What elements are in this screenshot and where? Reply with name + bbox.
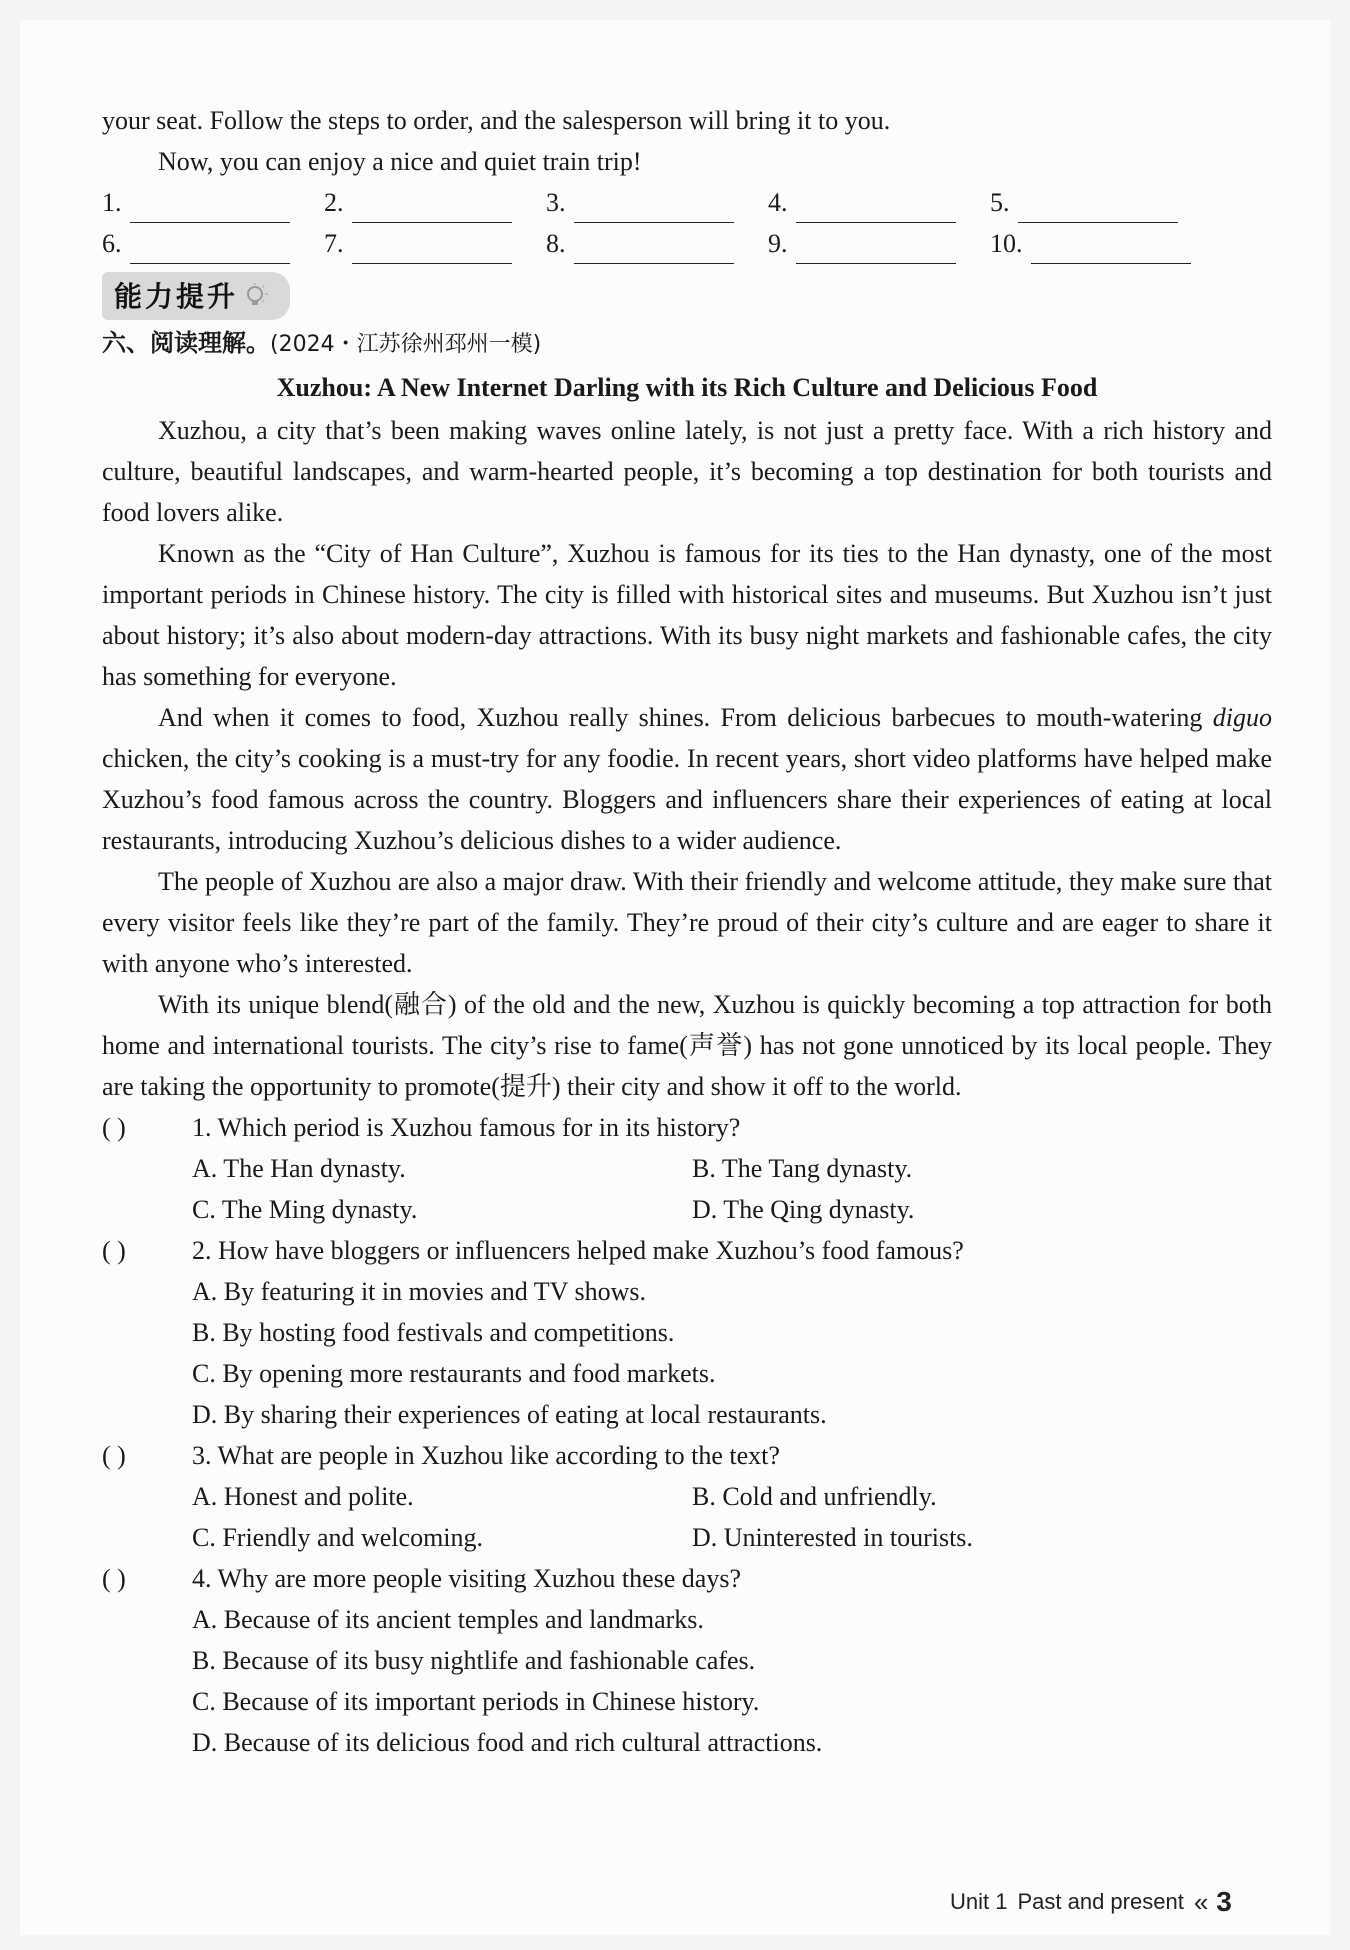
blank-line[interactable] <box>1031 235 1191 264</box>
blank-line[interactable] <box>796 194 956 223</box>
option-a: A. The Han dynasty. <box>192 1154 406 1183</box>
question-stem: 2. How have bloggers or influencers helped make Xuzhou’s food famous? <box>192 1236 964 1265</box>
answer-blanks <box>102 182 1272 264</box>
blank-line[interactable] <box>352 194 512 223</box>
option-a: A. By featuring it in movies and TV shows. <box>192 1277 647 1306</box>
blank-10[interactable] <box>990 223 1212 264</box>
content <box>102 100 1272 1763</box>
page-footer <box>950 1882 1232 1922</box>
question-2 <box>102 1230 1272 1435</box>
article-paragraph-3 <box>102 697 1272 861</box>
blank-number: 10. <box>990 229 1023 258</box>
option-b: B. By hosting food festivals and competitions. <box>192 1318 675 1347</box>
question-1 <box>102 1107 1272 1230</box>
option-c: C. Friendly and welcoming. <box>192 1523 484 1552</box>
blank-number: 5. <box>990 188 1010 217</box>
blank-number: 8. <box>546 229 566 258</box>
section-source: (2024・江苏徐州邳州一模) <box>270 332 542 357</box>
article-paragraph-4: The people of Xuzhou are also a major draw. With their friendly and welcome attitude, they make sure that every visitor feels like they’re part of the family. They’re proud of their city’s culture and are eager to share it with anyone who’s interested. <box>102 867 1272 978</box>
blank-number: 6. <box>102 229 122 258</box>
blank-7[interactable] <box>324 223 546 264</box>
blank-line[interactable] <box>574 235 734 264</box>
article-paragraph-2: Known as the “City of Han Culture”, Xuzhou is famous for its ties to the Han dynasty, one of the most important periods in Chinese history. The city is filled with historical sites and museums. But Xuzhou isn’t just about history; it’s also about modern-day attractions. With its busy night markets and fashionable cafes, the city has something for everyone. <box>102 539 1272 691</box>
blank-line[interactable] <box>796 235 956 264</box>
option-c: C. The Ming dynasty. <box>192 1195 418 1224</box>
section-banner <box>102 272 290 320</box>
blank-3[interactable] <box>546 182 768 223</box>
blank-line[interactable] <box>352 235 512 264</box>
blank-4[interactable] <box>768 182 990 223</box>
blank-5[interactable] <box>990 182 1212 223</box>
blank-number: 1. <box>102 188 122 217</box>
lightbulb-icon <box>242 281 272 311</box>
option-a: A. Because of its ancient temples and landmarks. <box>192 1605 704 1634</box>
blank-number: 3. <box>546 188 566 217</box>
answer-bracket[interactable]: ( ) <box>102 1441 126 1470</box>
article-title: Xuzhou: A New Internet Darling with its Rich Culture and Delicious Food <box>276 373 1098 402</box>
answer-bracket[interactable]: ( ) <box>102 1113 126 1142</box>
paragraph-3-part-b: chicken, the city’s cooking is a must-try for any foodie. In recent years, short video platforms have helped make Xuzhou’s food famous across the country. Bloggers and influencers share their experiences of eating at local restaurants, introducing Xuzhou’s delicious dishes to a wider audience. <box>102 744 1272 855</box>
article-paragraph-5: With its unique blend(融合) of the old and the new, Xuzhou is quickly becoming a top attraction for both home and international tourists. The city’s rise to fame(声誉) has not gone unnoticed by its local people. They are taking the opportunity to promote(提升) their city and show it off to the world. <box>102 990 1272 1101</box>
answer-bracket[interactable]: ( ) <box>102 1564 126 1593</box>
option-b: B. Because of its busy nightlife and fashionable cafes. <box>192 1646 756 1675</box>
blank-line[interactable] <box>130 235 290 264</box>
blank-number: 2. <box>324 188 344 217</box>
question-3 <box>102 1435 1272 1558</box>
option-d: D. Uninterested in tourists. <box>692 1523 973 1552</box>
question-4 <box>102 1558 1272 1763</box>
option-b: B. The Tang dynasty. <box>692 1154 913 1183</box>
paragraph-3-part-a: And when it comes to food, Xuzhou really shines. From delicious barbecues to mouth-watering <box>158 703 1213 732</box>
option-c: C. Because of its important periods in Chinese history. <box>192 1687 760 1716</box>
double-chevron-left-icon: « <box>1193 1886 1203 1917</box>
option-d: D. The Qing dynasty. <box>692 1195 915 1224</box>
section-banner-label: 能力提升 <box>114 279 239 313</box>
option-b: B. Cold and unfriendly. <box>692 1482 937 1511</box>
intro-line-1: your seat. Follow the steps to order, and the salesperson will bring it to you. <box>102 106 891 135</box>
blank-line[interactable] <box>1018 194 1178 223</box>
blank-1[interactable] <box>102 182 324 223</box>
blank-6[interactable] <box>102 223 324 264</box>
footer-unit: Unit 1 <box>950 1889 1008 1914</box>
page-number: 3 <box>1216 1886 1232 1917</box>
intro-line-2: Now, you can enjoy a nice and quiet train trip! <box>158 147 642 176</box>
blank-2[interactable] <box>324 182 546 223</box>
blank-line[interactable] <box>574 194 734 223</box>
question-stem: 3. What are people in Xuzhou like according to the text? <box>192 1441 780 1470</box>
answer-bracket[interactable]: ( ) <box>102 1236 126 1265</box>
blank-number: 9. <box>768 229 788 258</box>
option-c: C. By opening more restaurants and food markets. <box>192 1359 716 1388</box>
option-a: A. Honest and polite. <box>192 1482 414 1511</box>
blank-number: 7. <box>324 229 344 258</box>
blank-number: 4. <box>768 188 788 217</box>
article-paragraph-1: Xuzhou, a city that’s been making waves online lately, is not just a pretty face. With a rich history and culture, beautiful landscapes, and warm-hearted people, it’s becoming a top destination for both tourists and food lovers alike. <box>102 416 1272 527</box>
blank-8[interactable] <box>546 223 768 264</box>
question-stem: 4. Why are more people visiting Xuzhou these days? <box>192 1564 741 1593</box>
section-title: 六、阅读理解。 <box>102 329 270 357</box>
question-stem: 1. Which period is Xuzhou famous for in its history? <box>192 1113 741 1142</box>
footer-title: Past and present <box>1017 1889 1184 1914</box>
blank-9[interactable] <box>768 223 990 264</box>
option-d: D. Because of its delicious food and rich cultural attractions. <box>192 1728 823 1757</box>
page <box>20 20 1330 1935</box>
section-heading <box>102 322 1272 365</box>
paragraph-3-italic: diguo <box>1212 703 1272 732</box>
blank-line[interactable] <box>130 194 290 223</box>
option-d: D. By sharing their experiences of eating at local restaurants. <box>192 1400 827 1429</box>
